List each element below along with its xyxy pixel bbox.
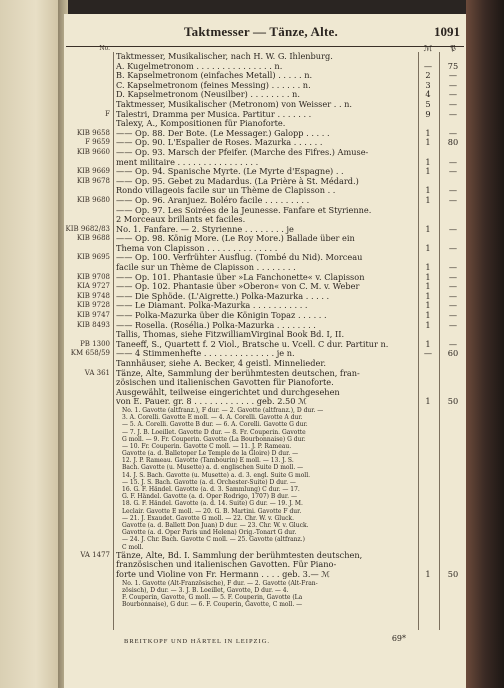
entry-text: — 15. J. S. Bach. Gavotte (a. d. Orchester-Suite) D dur. — bbox=[122, 478, 296, 486]
catalog-row bbox=[64, 311, 466, 321]
entry-text: —— Op. 96. Aranjuez. Boléro facile . . . . . . . . . bbox=[116, 195, 310, 205]
entry-text: —— Op. 98. König More. (Le Roy More.) Ballade über ein bbox=[116, 234, 355, 244]
entry-text: —— Op. 90. L'Espalier de Roses. Mazurka . . . . . . bbox=[116, 138, 323, 148]
price-mark: 1 bbox=[425, 338, 431, 349]
catalog-number: KIB 9680 bbox=[76, 195, 110, 204]
catalog-number: KIB 9682/83 bbox=[65, 224, 110, 233]
catalog-number: KIB 9748 bbox=[76, 291, 110, 300]
price-mark: 1 bbox=[425, 281, 431, 292]
entry-text: zösisch), D dur. — 3. J. B. Loeillet, Gavotte, D dur. — 4. bbox=[122, 586, 289, 594]
facing-page-edge bbox=[0, 0, 60, 688]
entry-text: — 10. Fr. Couperin. Gavotte C moll. — 11. J. P. Rameau. bbox=[122, 442, 292, 450]
entry-text: A. Kugelmetronom . . . . . . . . . . . . . . . n. bbox=[116, 61, 283, 71]
price-mark: 1 bbox=[425, 185, 431, 196]
catalog-number: KIB 9747 bbox=[76, 311, 110, 320]
catalog-number: F bbox=[105, 109, 110, 118]
price-pfennig: — bbox=[448, 70, 458, 81]
page-number: 1091 bbox=[434, 24, 460, 39]
contents-line bbox=[64, 436, 466, 443]
entry-text: — 24. J. Chr. Bach. Gavotte C moll. — 25. Gavotte (altfranz.) bbox=[122, 536, 305, 544]
entry-text: C. Kapselmetronom (feines Messing) . . . . . . n. bbox=[116, 80, 311, 90]
catalog-row bbox=[64, 349, 466, 359]
price-pfennig: — bbox=[448, 156, 458, 167]
price-mark: 1 bbox=[425, 319, 431, 330]
entry-text: —— Op. 95. Gebet zu Madardus. (La Prière à St. Médard.) bbox=[116, 176, 359, 186]
entry-text: No. 1. Gavotte (altfranz.), F dur. — 2. Gavotte (altfranz.), D dur. — bbox=[122, 406, 324, 414]
entry-text: D. Kapselmetronom (Neusilber) . . . . . . . . n. bbox=[116, 90, 300, 100]
catalog-row bbox=[64, 158, 466, 168]
entry-text: von E. Pauer. gr. 8 . . . . . . . . . . . . geb. 2.50 ℳ bbox=[116, 397, 307, 407]
price-mark: — bbox=[423, 60, 433, 71]
entry-text: —— Op. 94. Spanische Myrte. (Le Myrte d'Espagne) . . bbox=[116, 167, 344, 177]
contents-line bbox=[64, 464, 466, 471]
catalog-number: KIB 9669 bbox=[76, 167, 110, 176]
entry-text: F. Couperin, Gavotte, G moll. — 5. F. Couperin, Gavotte (La bbox=[122, 593, 303, 601]
price-mark: 4 bbox=[425, 89, 431, 100]
catalog-row bbox=[64, 273, 466, 283]
price-mark: 1 bbox=[425, 223, 431, 234]
contents-line bbox=[64, 587, 466, 594]
catalog-row bbox=[64, 167, 466, 177]
entry-text: —— Polka-Mazurka über die Königin Topaz . . . . . . bbox=[116, 311, 327, 321]
publisher-footer: BREITKOPF UND HÄRTEL IN LEIPZIG. bbox=[124, 638, 271, 645]
catalog-number: PB 1300 bbox=[80, 339, 110, 348]
entry-text: Talestri, Dramma per Musica. Partitur . . . . . . . bbox=[116, 109, 312, 119]
entry-text: Bourbonnaise), G dur. — 6. F. Couperin, Gavotte, C moll. — bbox=[122, 601, 303, 609]
price-pfennig: — bbox=[448, 89, 458, 100]
entry-text: G. F. Händel. Gavotte (a. d. Oper Rodrigo, 1707) B dur. — bbox=[122, 493, 297, 501]
price-pfennig: — bbox=[448, 242, 458, 253]
catalog-row bbox=[64, 129, 466, 139]
catalog-row bbox=[64, 225, 466, 235]
entry-text: Tänze, Alte, Bd. I. Sammlung der berühmtesten deutschen, bbox=[116, 550, 363, 560]
entry-text: G moll. — 9. Fr. Couperin. Gavotte (La Bourbonnaise) G dur. bbox=[122, 435, 306, 443]
catalog-row bbox=[64, 100, 466, 110]
contents-line bbox=[64, 493, 466, 500]
price-mark: 1 bbox=[425, 166, 431, 177]
price-mark: 1 bbox=[425, 262, 431, 273]
catalog-row bbox=[64, 301, 466, 311]
entry-text: Tänze, Alte, Sammlung der berühmtesten deutschen, fran- bbox=[116, 368, 360, 378]
contents-line bbox=[64, 479, 466, 486]
catalog-row bbox=[64, 292, 466, 302]
catalog-row bbox=[64, 282, 466, 292]
catalog-row bbox=[64, 330, 466, 340]
catalog-row bbox=[64, 359, 466, 369]
price-pfennig: 50 bbox=[447, 396, 459, 407]
catalog-row bbox=[64, 52, 466, 62]
catalog-row bbox=[64, 206, 466, 216]
price-mark: 1 bbox=[425, 242, 431, 253]
catalog-row bbox=[64, 244, 466, 254]
entry-text: —— Op. 93. Marsch der Pfeifer. (Marche des Fifres.) Amuse- bbox=[116, 147, 369, 157]
contents-line bbox=[64, 443, 466, 450]
contents-line bbox=[64, 601, 466, 608]
entry-text: Talexy, A., Kompositionen für Pianoforte. bbox=[116, 119, 286, 129]
catalog-row bbox=[64, 551, 466, 561]
price-pfennig: 75 bbox=[447, 60, 459, 71]
catalog-number: F 9659 bbox=[85, 138, 110, 147]
catalog-number: KIB 9658 bbox=[76, 128, 110, 137]
price-mark: 1 bbox=[425, 271, 431, 282]
catalog-row bbox=[64, 388, 466, 398]
entry-text: —— Die Sphöde. (L'Aigrette.) Polka-Mazurka . . . . . bbox=[116, 291, 330, 301]
price-pfennig: — bbox=[448, 319, 458, 330]
price-mark: 1 bbox=[425, 300, 431, 311]
price-mark: — bbox=[423, 348, 433, 359]
price-mark: 1 bbox=[425, 127, 431, 138]
catalog-row bbox=[64, 62, 466, 72]
catalog-row bbox=[64, 177, 466, 187]
catalog-page bbox=[64, 14, 466, 688]
contents-line bbox=[64, 529, 466, 536]
entry-text: No. 1. Gavotte (Alt-Französische), F dur. — 2. Gavotte (Alt-Fran- bbox=[122, 579, 318, 587]
catalog-number: KIB 9728 bbox=[76, 301, 110, 310]
price-mark: 1 bbox=[425, 310, 431, 321]
price-mark: 1 bbox=[425, 137, 431, 148]
entry-text: B. Kapselmetronom (einfaches Metall) . . . . . n. bbox=[116, 71, 313, 81]
price-pfennig: — bbox=[448, 262, 458, 273]
catalog-number: KIB 8493 bbox=[76, 320, 110, 329]
catalog-row bbox=[64, 196, 466, 206]
catalog-row bbox=[64, 321, 466, 331]
price-mark: 1 bbox=[425, 290, 431, 301]
catalog-row bbox=[64, 369, 466, 379]
entry-text: — 21. J. Exaudet. Gavotte G moll. — 22. Chr. W. v. Gluck. bbox=[122, 514, 294, 522]
entry-text: Rondo villageois facile sur un Thème de Clapisson . . bbox=[116, 186, 336, 196]
catalog-row bbox=[64, 378, 466, 388]
price-mark: 1 bbox=[425, 396, 431, 407]
entry-text: —— Op. 101. Phantasie über »La Fanchonette« v. Clapisson bbox=[116, 272, 365, 282]
entry-text: Gavotte (a. d. Oper Paris und Helena) Orig.-Tonart G dur. bbox=[122, 529, 297, 537]
entry-text: Taneeff, S., Quartett f. 2 Viol., Bratsche u. Vcell. C dur. Partitur n. bbox=[116, 339, 389, 349]
entry-text: — 5. A. Corelli. Gavotte B dur. — 6. A. Corelli. Gavotte G dur. bbox=[122, 421, 308, 429]
catalog-row bbox=[64, 81, 466, 91]
entry-text: —— Le Diamant. Polka-Mazurka . . . . . . . . . . . bbox=[116, 301, 308, 311]
price-mark: 2 bbox=[425, 70, 431, 81]
entry-text: ment militaire . . . . . . . . . . . . . . . . bbox=[116, 157, 259, 167]
catalog-number: KIB 9695 bbox=[76, 253, 110, 262]
entry-text: Taktmesser, Musikalischer (Metronom) von Weisser . . n. bbox=[116, 99, 353, 109]
contents-line bbox=[64, 486, 466, 493]
price-mark: 1 bbox=[425, 568, 431, 579]
contents-line bbox=[64, 429, 466, 436]
entry-text: — 7. J. B. Loeillet. Gavotte D dur. — 8. Fr. Couperin. Gavotte bbox=[122, 428, 306, 436]
catalog-number: KM 658/59 bbox=[70, 349, 110, 358]
entry-text: Bach. Gavotte (u. Musette) a. d. englischen Suite D moll. — bbox=[122, 464, 304, 472]
entry-text: facile sur un Thème de Clapisson . . . . . . . . bbox=[116, 263, 296, 273]
price-pfennig: — bbox=[448, 281, 458, 292]
catalog-row bbox=[64, 110, 466, 120]
price-pfennig: — bbox=[448, 79, 458, 90]
catalog-row bbox=[64, 71, 466, 81]
entry-text: 2 Morceaux brillants et faciles. bbox=[116, 215, 246, 225]
signature-mark: 69* bbox=[391, 634, 406, 643]
price-pfennig: 60 bbox=[447, 348, 459, 359]
catalog-row bbox=[64, 234, 466, 244]
price-pfennig: — bbox=[448, 108, 458, 119]
column-heading-no: No. bbox=[99, 45, 110, 52]
catalog-row bbox=[64, 397, 466, 407]
catalog-row bbox=[64, 570, 466, 580]
price-mark: 1 bbox=[425, 156, 431, 167]
price-pfennig: — bbox=[448, 185, 458, 196]
entry-text: zösischen und italienischen Gavotten für Pianoforte. bbox=[116, 378, 334, 388]
price-mark: 5 bbox=[425, 98, 431, 109]
entry-text: C moll. bbox=[122, 543, 144, 551]
entry-text: —— Op. 100. Verfrühter Ausflug. (Tombé du Nid). Morceau bbox=[116, 253, 363, 263]
contents-line bbox=[64, 472, 466, 479]
contents-line bbox=[64, 407, 466, 414]
price-pfennig: 50 bbox=[447, 568, 459, 579]
contents-line bbox=[64, 457, 466, 464]
entry-text: 12. J. P. Rameau. Gavotte (Tambourin) E moll. — 13. J. S. bbox=[122, 457, 294, 465]
entry-text: 18. G. F. Händel. Gavotte (a. d. 14. Suite) G dur. — 19. J. M. bbox=[122, 500, 303, 508]
entry-text: Gavotte (a. d. Balletoper Le Temple de la Gloire) D dur. — bbox=[122, 450, 299, 458]
price-mark: 1 bbox=[425, 194, 431, 205]
entry-text: No. 1. Fanfare. — 2. Styrienne . . . . . . . . je bbox=[116, 224, 294, 234]
price-pfennig: — bbox=[448, 223, 458, 234]
entry-text: Ausgewählt, teilweise eingerichtet und durchgesehen bbox=[116, 387, 340, 397]
entry-text: Leclair. Gavotte E moll. — 20. G. B. Martini. Gavotte F dur. bbox=[122, 507, 302, 515]
catalog-number: VA 1477 bbox=[80, 550, 110, 559]
catalog-number: KIA 9727 bbox=[76, 282, 110, 291]
entry-text: Gavotte (a. d. Ballett Don Juan) D dur. — 23. Chr. W. v. Gluck. bbox=[122, 521, 309, 529]
catalog-row bbox=[64, 340, 466, 350]
catalog-row bbox=[64, 215, 466, 225]
column-heading-mark: ℳ bbox=[423, 43, 433, 53]
catalog-row bbox=[64, 560, 466, 570]
entry-text: 16. G. F. Händel. Gavotte (a. d. 3. Sammlung) C dur. — 17. bbox=[122, 486, 300, 494]
contents-line bbox=[64, 594, 466, 601]
column-heading-pf: 𝔓 bbox=[450, 43, 456, 53]
contents-line bbox=[64, 414, 466, 421]
catalog-number: KIB 9660 bbox=[76, 147, 110, 156]
entry-text: Taktmesser, Musikalischer, nach H. W. G. Ihlenburg. bbox=[116, 52, 333, 61]
running-title: Taktmesser — Tänze, Alte. bbox=[184, 24, 338, 39]
contents-line bbox=[64, 544, 466, 551]
entry-text: forte und Violine von Fr. Hermann . . . . geb. 3.— ℳ bbox=[116, 569, 331, 579]
price-pfennig: — bbox=[448, 127, 458, 138]
catalog-row bbox=[64, 90, 466, 100]
contents-line bbox=[64, 508, 466, 515]
contents-line bbox=[64, 515, 466, 522]
entry-text: —— 4 Stimmenhefte . . . . . . . . . . . . . . je n. bbox=[116, 349, 295, 359]
entry-text: —— Op. 88. Der Bote. (Le Messager.) Galopp . . . . . bbox=[116, 128, 330, 138]
catalog-row bbox=[64, 186, 466, 196]
entry-text: —— Op. 102. Phantasie über »Oberon« von C. M. v. Weber bbox=[116, 282, 360, 292]
contents-line bbox=[64, 500, 466, 507]
catalog-entries bbox=[64, 52, 466, 608]
contents-line bbox=[64, 536, 466, 543]
price-pfennig: — bbox=[448, 310, 458, 321]
price-pfennig: — bbox=[448, 338, 458, 349]
catalog-row bbox=[64, 138, 466, 148]
entry-text: Tannhäuser, siehe A. Becker, 4 geistl. Minnelieder. bbox=[116, 359, 326, 368]
entry-text: französischen und italienischen Gavotten. Für Piano- bbox=[116, 560, 337, 570]
catalog-row bbox=[64, 253, 466, 263]
entry-text: 14. J. S. Bach. Gavotte (u. Musette) a. d. 3. engl. Suite G moll. bbox=[122, 471, 311, 479]
entry-text: Thema von Clapisson . . . . . . . . . . . . . . bbox=[116, 243, 278, 253]
price-pfennig: — bbox=[448, 300, 458, 311]
price-pfennig: — bbox=[448, 98, 458, 109]
catalog-row bbox=[64, 148, 466, 158]
catalog-number: KIB 9688 bbox=[76, 234, 110, 243]
catalog-number: VA 361 bbox=[84, 368, 110, 377]
contents-line bbox=[64, 450, 466, 457]
price-pfennig: — bbox=[448, 194, 458, 205]
price-pfennig: — bbox=[448, 166, 458, 177]
entry-text: 3. A. Corelli. Gavotte E moll. — 4. A. Corelli. Gavotte A dur. bbox=[122, 414, 303, 422]
entry-text: Tallis, Thomas, siehe FitzwilliamVirginal Book Bd. I, II. bbox=[116, 330, 345, 340]
contents-line bbox=[64, 522, 466, 529]
price-pfennig: 80 bbox=[447, 137, 459, 148]
book-spine bbox=[466, 0, 504, 688]
price-mark: 9 bbox=[425, 108, 431, 119]
entry-text: —— Op. 97. Les Soirées de la Jeunesse. Fanfare et Styrienne. bbox=[116, 205, 372, 215]
price-mark: 3 bbox=[425, 79, 431, 90]
contents-line bbox=[64, 421, 466, 428]
catalog-row bbox=[64, 119, 466, 129]
entry-text: —— Rosella. (Rosélia.) Polka-Mazurka . . . . . . . . bbox=[116, 320, 316, 330]
contents-line bbox=[64, 580, 466, 587]
page-header bbox=[64, 20, 466, 44]
catalog-number: KIB 9708 bbox=[76, 272, 110, 281]
price-pfennig: — bbox=[448, 271, 458, 282]
catalog-number: KIB 9678 bbox=[76, 176, 110, 185]
price-pfennig: — bbox=[448, 290, 458, 301]
catalog-row bbox=[64, 263, 466, 273]
